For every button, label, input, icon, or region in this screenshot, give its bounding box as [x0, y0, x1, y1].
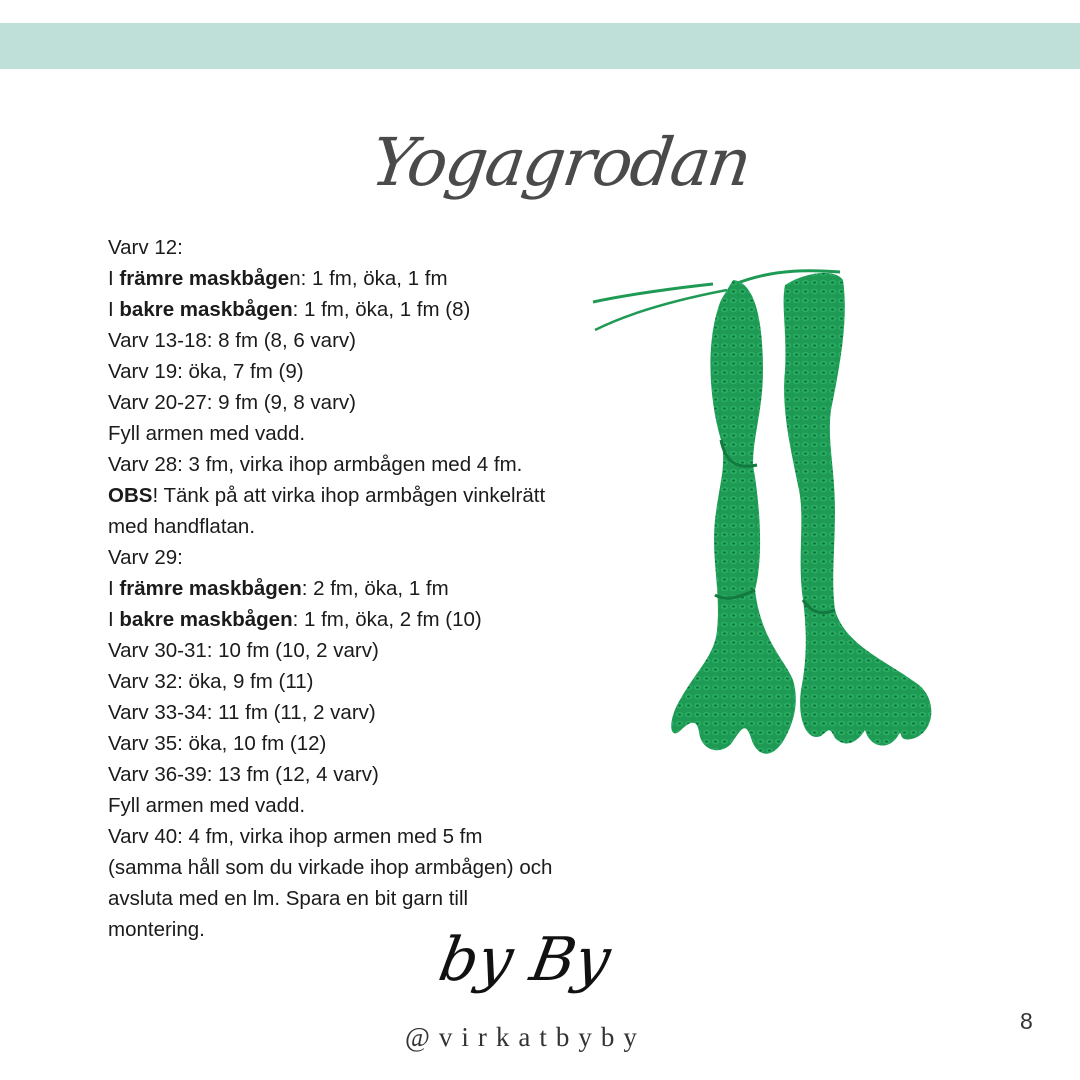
- instruction-text: Varv 33-34: 11 fm (11, 2 varv): [108, 701, 376, 724]
- instruction-line: [108, 728, 598, 759]
- page-title: Yogagrodan: [366, 124, 755, 201]
- instruction-emphasis: OBS: [108, 484, 153, 507]
- instruction-text: Varv 40: 4 fm, virka ihop armen med 5 fm: [108, 825, 483, 848]
- instruction-line: [108, 759, 598, 790]
- instruction-text: Varv 12:: [108, 236, 183, 259]
- instruction-text: (samma håll som du virkade ihop armbågen) och: [108, 856, 553, 879]
- instruction-text: montering.: [108, 918, 205, 941]
- instruction-text: med handflatan.: [108, 515, 256, 538]
- instruction-text: Varv 19: öka, 7 fm (9): [108, 360, 304, 383]
- instruction-line: [108, 821, 598, 852]
- instruction-text: Varv 30-31: 10 fm (10, 2 varv): [108, 639, 379, 662]
- instruction-line: [108, 790, 598, 821]
- instruction-emphasis: bakre maskbågen: [119, 298, 293, 321]
- yarn-tail: [593, 284, 713, 302]
- instruction-text: : 1 fm, öka, 2 fm (10): [292, 608, 482, 631]
- instruction-text: Varv 35: öka, 10 fm (12): [108, 732, 327, 755]
- pattern-instructions: [108, 232, 598, 945]
- instruction-text: avsluta med en lm. Spara en bit garn till: [108, 887, 469, 910]
- instruction-line: [108, 263, 598, 294]
- instruction-line: [108, 232, 598, 263]
- right-arm: [784, 273, 932, 746]
- instruction-line: [108, 511, 598, 542]
- instruction-line: [108, 604, 598, 635]
- instruction-text: : 1 fm, öka, 1 fm (8): [292, 298, 471, 321]
- instruction-line: [108, 666, 598, 697]
- instruction-text: Varv 32: öka, 9 fm (11): [108, 670, 314, 693]
- page-number: 8: [1020, 1008, 1033, 1034]
- instruction-text: Varv 36-39: 13 fm (12, 4 varv): [108, 763, 379, 786]
- brand-signature: by By: [433, 925, 616, 995]
- instruction-text: Fyll armen med vadd.: [108, 794, 306, 817]
- instruction-text: Varv 13-18: 8 fm (8, 6 varv): [108, 329, 356, 352]
- instruction-line: [108, 480, 598, 511]
- instruction-text: Fyll armen med vadd.: [108, 422, 306, 445]
- instruction-text: n: 1 fm, öka, 1 fm: [289, 267, 448, 290]
- instruction-line: [108, 542, 598, 573]
- instruction-line: [108, 325, 598, 356]
- header-band: [0, 23, 1080, 69]
- left-arm: [671, 280, 796, 754]
- instruction-emphasis: främre maskbågen: [119, 577, 302, 600]
- instruction-text: I: [108, 577, 120, 600]
- instruction-line: [108, 356, 598, 387]
- instagram-handle: @virkatbyby: [405, 1022, 646, 1052]
- instruction-line: [108, 883, 598, 914]
- instruction-text: Varv 20-27: 9 fm (9, 8 varv): [108, 391, 356, 414]
- instruction-text: ! Tänk på att virka ihop armbågen vinkelrätt: [152, 484, 546, 507]
- crocheted-frog-arms-photo: [585, 260, 945, 770]
- instruction-line: [108, 294, 598, 325]
- instruction-text: I: [108, 608, 120, 631]
- instruction-line: [108, 418, 598, 449]
- instruction-line: [108, 573, 598, 604]
- yarn-tail: [595, 290, 727, 330]
- instruction-line: [108, 387, 598, 418]
- instruction-text: I: [108, 298, 120, 321]
- instruction-text: I: [108, 267, 120, 290]
- instruction-line: [108, 635, 598, 666]
- instruction-emphasis: främre maskbåge: [119, 267, 290, 290]
- instruction-line: [108, 852, 598, 883]
- instruction-text: Varv 28: 3 fm, virka ihop armbågen med 4 fm.: [108, 453, 523, 476]
- instruction-text: Varv 29:: [108, 546, 183, 569]
- instruction-line: [108, 449, 598, 480]
- instruction-line: [108, 697, 598, 728]
- instruction-text: : 2 fm, öka, 1 fm: [301, 577, 449, 600]
- instruction-emphasis: bakre maskbågen: [119, 608, 293, 631]
